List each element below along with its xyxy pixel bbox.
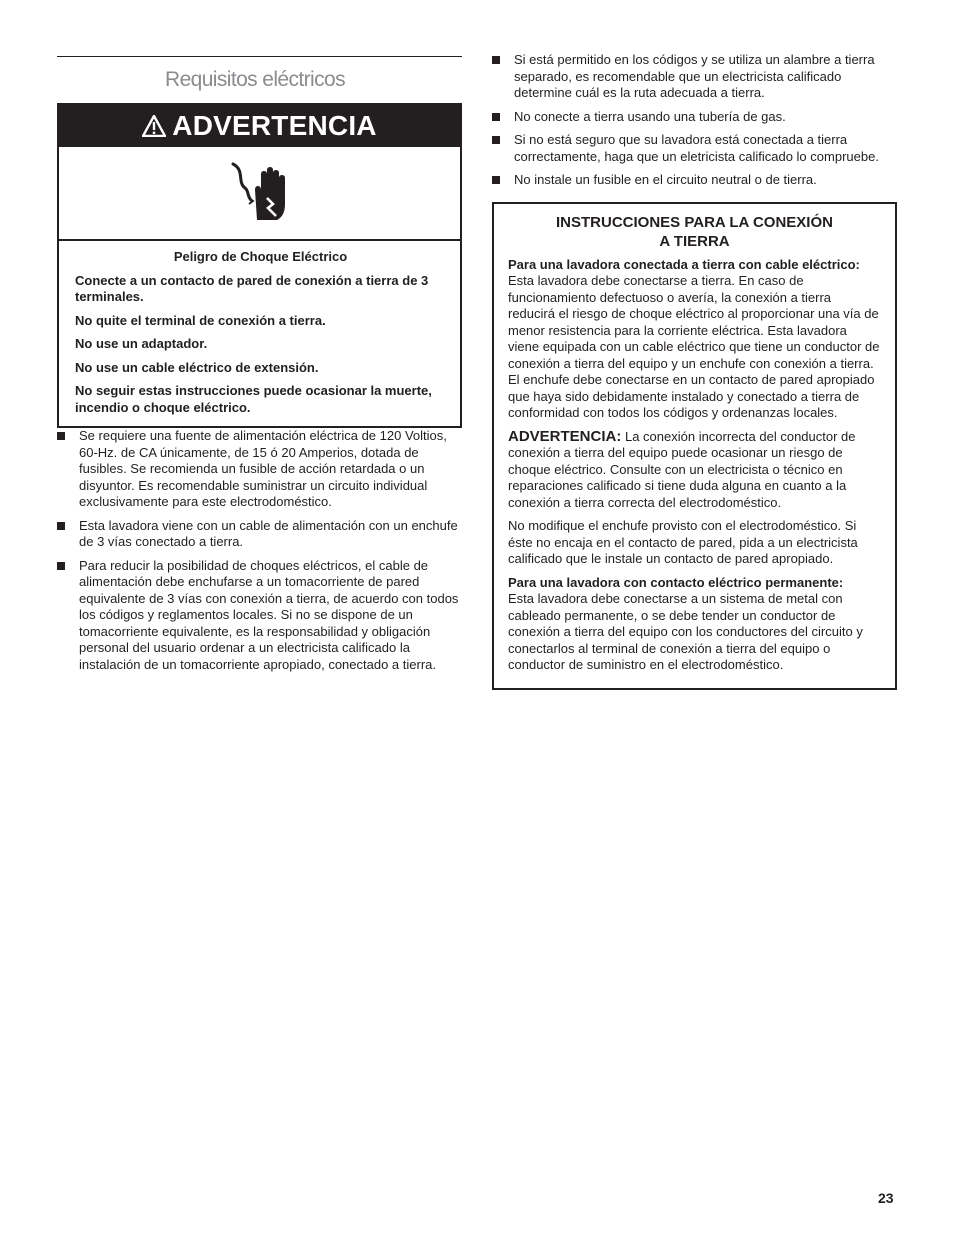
grounding-instructions-box (492, 202, 897, 690)
warning-paragraph (508, 429, 881, 512)
list-item: No instale un fusible en el circuito neutral o de tierra. (492, 172, 897, 189)
list-item: Para reducir la posibilidad de choques eléctricos, el cable de alimentación debe enchufarse a un tomacorriente de pared equivalente de 3 vías con conexión a tierra, de acuerdo con todos los códigos y reglamentos locales. Si no se dispone de un tomacorriente equivalente, es la responsabilidad y obligación personal del usuario ordenar a un electricista calificado la instalación de un tomacorriente apropiado, conectado a tierra. (57, 558, 462, 674)
electric-shock-hand-icon (227, 160, 293, 226)
left-column (57, 56, 462, 680)
square-bullet-icon (57, 432, 65, 440)
modify-paragraph: No modifique el enchufe provisto con el electrodoméstico. Si éste no encaja en el contacto de pared, pida a un electricista calificado que le instale un contacto de pared apropiado. (508, 518, 858, 566)
warning-line: Conecte a un contacto de pared de conexión a tierra de 3 terminales. (75, 272, 429, 304)
square-bullet-icon (57, 522, 65, 530)
corded-text: Esta lavadora debe conectarse a tierra. En caso de funcionamiento defectuoso o avería, la conexión a tierra reducirá el riesgo de choque eléctrico al proporcionar una vía de menor resistencia para la corriente eléctrica. Esta lavadora viene equipada con un cable eléctrico que tiene un conductor de conexión a tierra del equipo y un enchufe con conexión a tierra. El enchufe debe conectarse en un contacto de pared apropiado que haya sido debidamente instalado y conectado a tierra de conformidad con todos los códigos y ordenanzas locales. (508, 273, 880, 420)
list-item: Si no está seguro que su lavadora está conectada a tierra correctamente, haga que un eletricista calificado lo compruebe. (492, 132, 897, 165)
square-bullet-icon (492, 136, 500, 144)
permanent-text: Esta lavadora debe conectarse a un sistema de metal con cableado permanente, o se debe tender un conductor de conexión a tierra del equipo con los conductores del circuito y conectarlos al terminal de conexión a tierra del equipo o conductor de suministro en el electrodoméstico. (508, 591, 863, 672)
square-bullet-icon (57, 562, 65, 570)
corded-heading: Para una lavadora conectada a tierra con cable eléctrico: (508, 256, 860, 272)
list-item: Esta lavadora viene con un cable de alimentación con un enchufe de 3 vías conectado a tierra. (57, 518, 462, 551)
square-bullet-icon (492, 56, 500, 64)
warning-line: No use un cable eléctrico de extensión. (75, 359, 319, 375)
permanent-heading: Para una lavadora con contacto eléctrico permanente: (508, 574, 844, 590)
warning-header (59, 105, 460, 147)
warning-icon-panel (59, 147, 460, 241)
square-bullet-icon (492, 176, 500, 184)
list-item: Si está permitido en los códigos y se utiliza un alambre a tierra separado, es recomendable que un electricista calificado determine cuál es la ruta adecuada a tierra. (492, 52, 897, 102)
advertencia-text: La conexión incorrecta del conductor de conexión a tierra del equipo puede ocasionar un riesgo de choque eléctrico. Consulte con un electricista o técnico en reparaciones calificado si tiene duda alguna en cuanto a la conexión a tierra correcta del electrodoméstico. (508, 428, 856, 510)
left-bullet-list (57, 428, 462, 673)
warning-triangle-icon (142, 115, 166, 137)
list-item: Se requiere una fuente de alimentación eléctrica de 120 Voltios, 60-Hz. de CA únicamente, de 15 ó 20 Amperios, dotada de fusibles. Se recomienda un fusible de acción retardada o un disyuntor. Es recomendable suministrar un circuito individual exclusivamente para este electrodoméstico. (57, 428, 462, 511)
warning-text (59, 241, 460, 426)
list-item: No conecte a tierra usando una tubería de gas. (492, 109, 897, 126)
warning-line: Peligro de Choque Eléctrico (173, 249, 348, 264)
warning-line: No quite el terminal de conexión a tierra. (75, 312, 326, 328)
warning-line: No use un adaptador. (75, 336, 208, 351)
right-bullet-list (492, 52, 897, 189)
top-rule (57, 56, 462, 57)
advertencia-label: ADVERTENCIA: (508, 427, 622, 445)
corded-paragraph (508, 257, 881, 422)
instructions-title: INSTRUCCIONES PARA LA CONEXIÓN A TIERRA (556, 213, 833, 250)
page-number: 23 (878, 1190, 894, 1206)
right-column (492, 52, 897, 690)
section-title: Requisitos eléctricos (165, 68, 345, 91)
permanent-paragraph (508, 575, 881, 674)
warning-title: ADVERTENCIA (172, 109, 377, 141)
warning-box (57, 103, 462, 428)
square-bullet-icon (492, 113, 500, 121)
warning-line: No seguir estas instrucciones puede ocasionar la muerte, incendio o choque eléctrico. (75, 383, 432, 415)
